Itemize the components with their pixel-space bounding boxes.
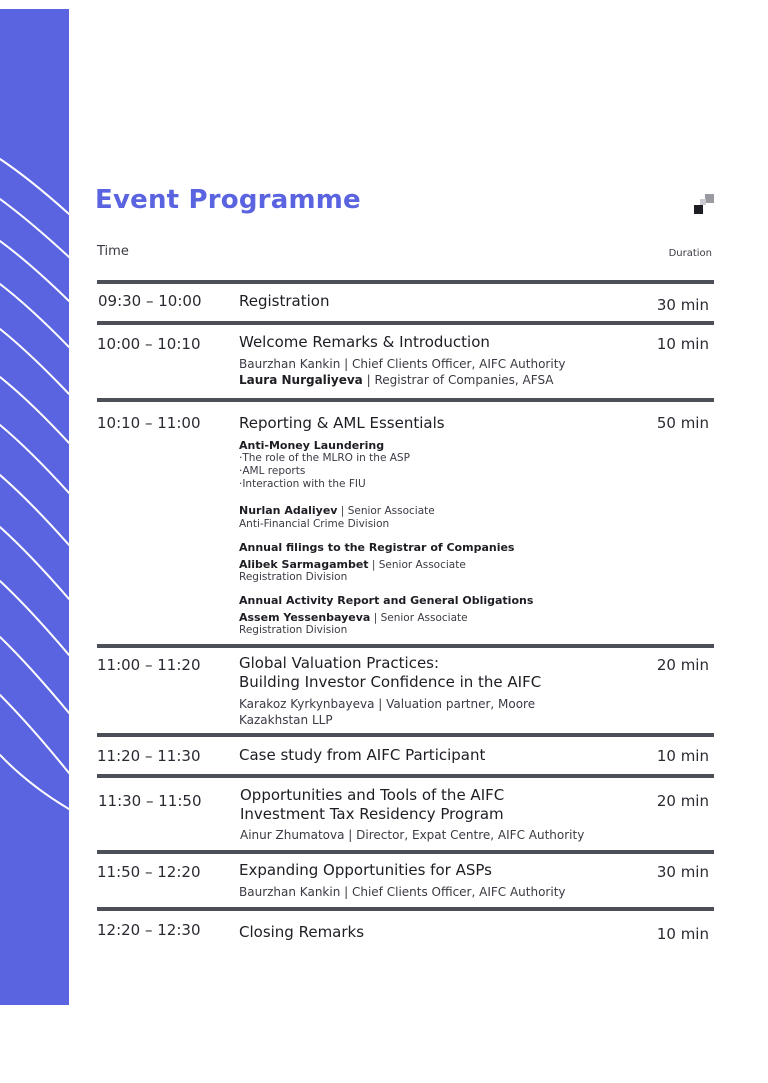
session-time: 10:10 – 11:00 (97, 414, 201, 432)
session-time: 12:20 – 12:30 (97, 921, 201, 939)
session-title-line: Opportunities and Tools of the AIFC (240, 786, 505, 804)
session-time: 11:30 – 11:50 (98, 792, 202, 810)
speaker-role: Chief Clients Officer, AIFC Authority (351, 885, 566, 899)
topic-bullet: ·AML reports (239, 465, 306, 477)
session-title: Welcome Remarks & Introduction (239, 333, 490, 351)
row-divider (97, 280, 714, 284)
speaker-role: Senior Associate (347, 505, 435, 517)
session-title-line: Global Valuation Practices: (239, 654, 440, 672)
session-title: Expanding Opportunities for ASPs (239, 861, 492, 879)
time-column-header: Time (97, 244, 129, 259)
row-divider (97, 733, 714, 737)
session-duration: 50 min (656, 414, 709, 432)
row-divider (97, 321, 714, 325)
session-duration: 10 min (656, 335, 709, 353)
session-title: Case study from AIFC Participant (239, 746, 486, 764)
speaker-role: Valuation partner, Moore (386, 697, 536, 711)
row-divider (97, 907, 714, 911)
speaker-name: Karakoz Kyrkynbayeva (239, 697, 375, 711)
session-time: 10:00 – 10:10 (97, 335, 201, 353)
speaker-name: Baurzhan Kankin (239, 885, 341, 899)
speaker-name: Assem Yessenbayeva (239, 611, 371, 624)
speaker-division: Registration Division (239, 624, 348, 636)
speaker-line: Baurzhan Kankin | Chief Clients Officer, AIFC Authority (239, 885, 566, 899)
speaker-role: Chief Clients Officer, AIFC Authority (351, 357, 566, 371)
page-title: Event Programme (95, 185, 361, 215)
session-time: 09:30 – 10:00 (98, 292, 202, 310)
speaker-line: Ainur Zhumatova | Director, Expat Centre, AIFC Authority (240, 828, 585, 842)
speaker-role-continued: Kazakhstan LLP (239, 713, 333, 727)
topic-heading: Annual Activity Report and General Obligations (239, 594, 534, 607)
row-divider (97, 850, 714, 854)
speaker-role: Senior Associate (378, 559, 466, 571)
row-divider (97, 644, 714, 648)
speaker-name: Ainur Zhumatova (240, 828, 345, 842)
speaker-line: Laura Nurgaliyeva | Registrar of Companies, AFSA (239, 373, 554, 387)
speaker-name: Laura Nurgaliyeva (239, 373, 363, 387)
decorative-side-band (0, 9, 69, 1005)
session-time: 11:20 – 11:30 (97, 747, 201, 765)
diagonal-lines-pattern (0, 9, 69, 1005)
session-time: 11:50 – 12:20 (97, 863, 201, 881)
session-duration: 30 min (656, 863, 709, 881)
stepped-squares-logo-icon (693, 193, 715, 215)
row-divider (97, 774, 714, 778)
speaker-line: Alibek Sarmagambet | Senior Associate (239, 558, 466, 571)
topic-bullet: ·Interaction with the FIU (239, 478, 366, 490)
speaker-division: Registration Division (239, 571, 348, 583)
speaker-name: Baurzhan Kankin (239, 357, 341, 371)
speaker-line: Nurlan Adaliyev | Senior Associate (239, 504, 435, 517)
speaker-role: Registrar of Companies, AFSA (374, 373, 554, 387)
session-duration: 20 min (656, 656, 709, 674)
topic-heading: Anti-Money Laundering (239, 439, 385, 452)
speaker-name: Nurlan Adaliyev (239, 504, 338, 517)
duration-column-header: Duration (668, 248, 712, 259)
session-title-line: Building Investor Confidence in the AIFC (239, 673, 542, 691)
speaker-role: Director, Expat Centre, AIFC Authority (356, 828, 585, 842)
speaker-name: Alibek Sarmagambet (239, 558, 369, 571)
speaker-line: Assem Yessenbayeva | Senior Associate (239, 611, 468, 624)
session-duration: 10 min (656, 747, 709, 765)
session-title-line: Investment Tax Residency Program (240, 805, 504, 823)
topic-bullet: ·The role of the MLRO in the ASP (239, 452, 410, 464)
session-time: 11:00 – 11:20 (97, 656, 201, 674)
session-title: Closing Remarks (239, 923, 365, 941)
row-divider (97, 398, 714, 402)
session-duration: 20 min (656, 792, 709, 810)
speaker-line: Karakoz Kyrkynbayeva | Valuation partner, Moore (239, 697, 536, 711)
speaker-role: Senior Associate (380, 612, 468, 624)
session-title: Registration (239, 292, 330, 310)
session-title: Reporting & AML Essentials (239, 414, 445, 432)
speaker-line: Baurzhan Kankin | Chief Clients Officer, AIFC Authority (239, 357, 566, 371)
speaker-division: Anti-Financial Crime Division (239, 518, 390, 530)
topic-heading: Annual filings to the Registrar of Companies (239, 541, 515, 554)
session-duration: 30 min (656, 296, 709, 314)
session-duration: 10 min (656, 925, 709, 943)
